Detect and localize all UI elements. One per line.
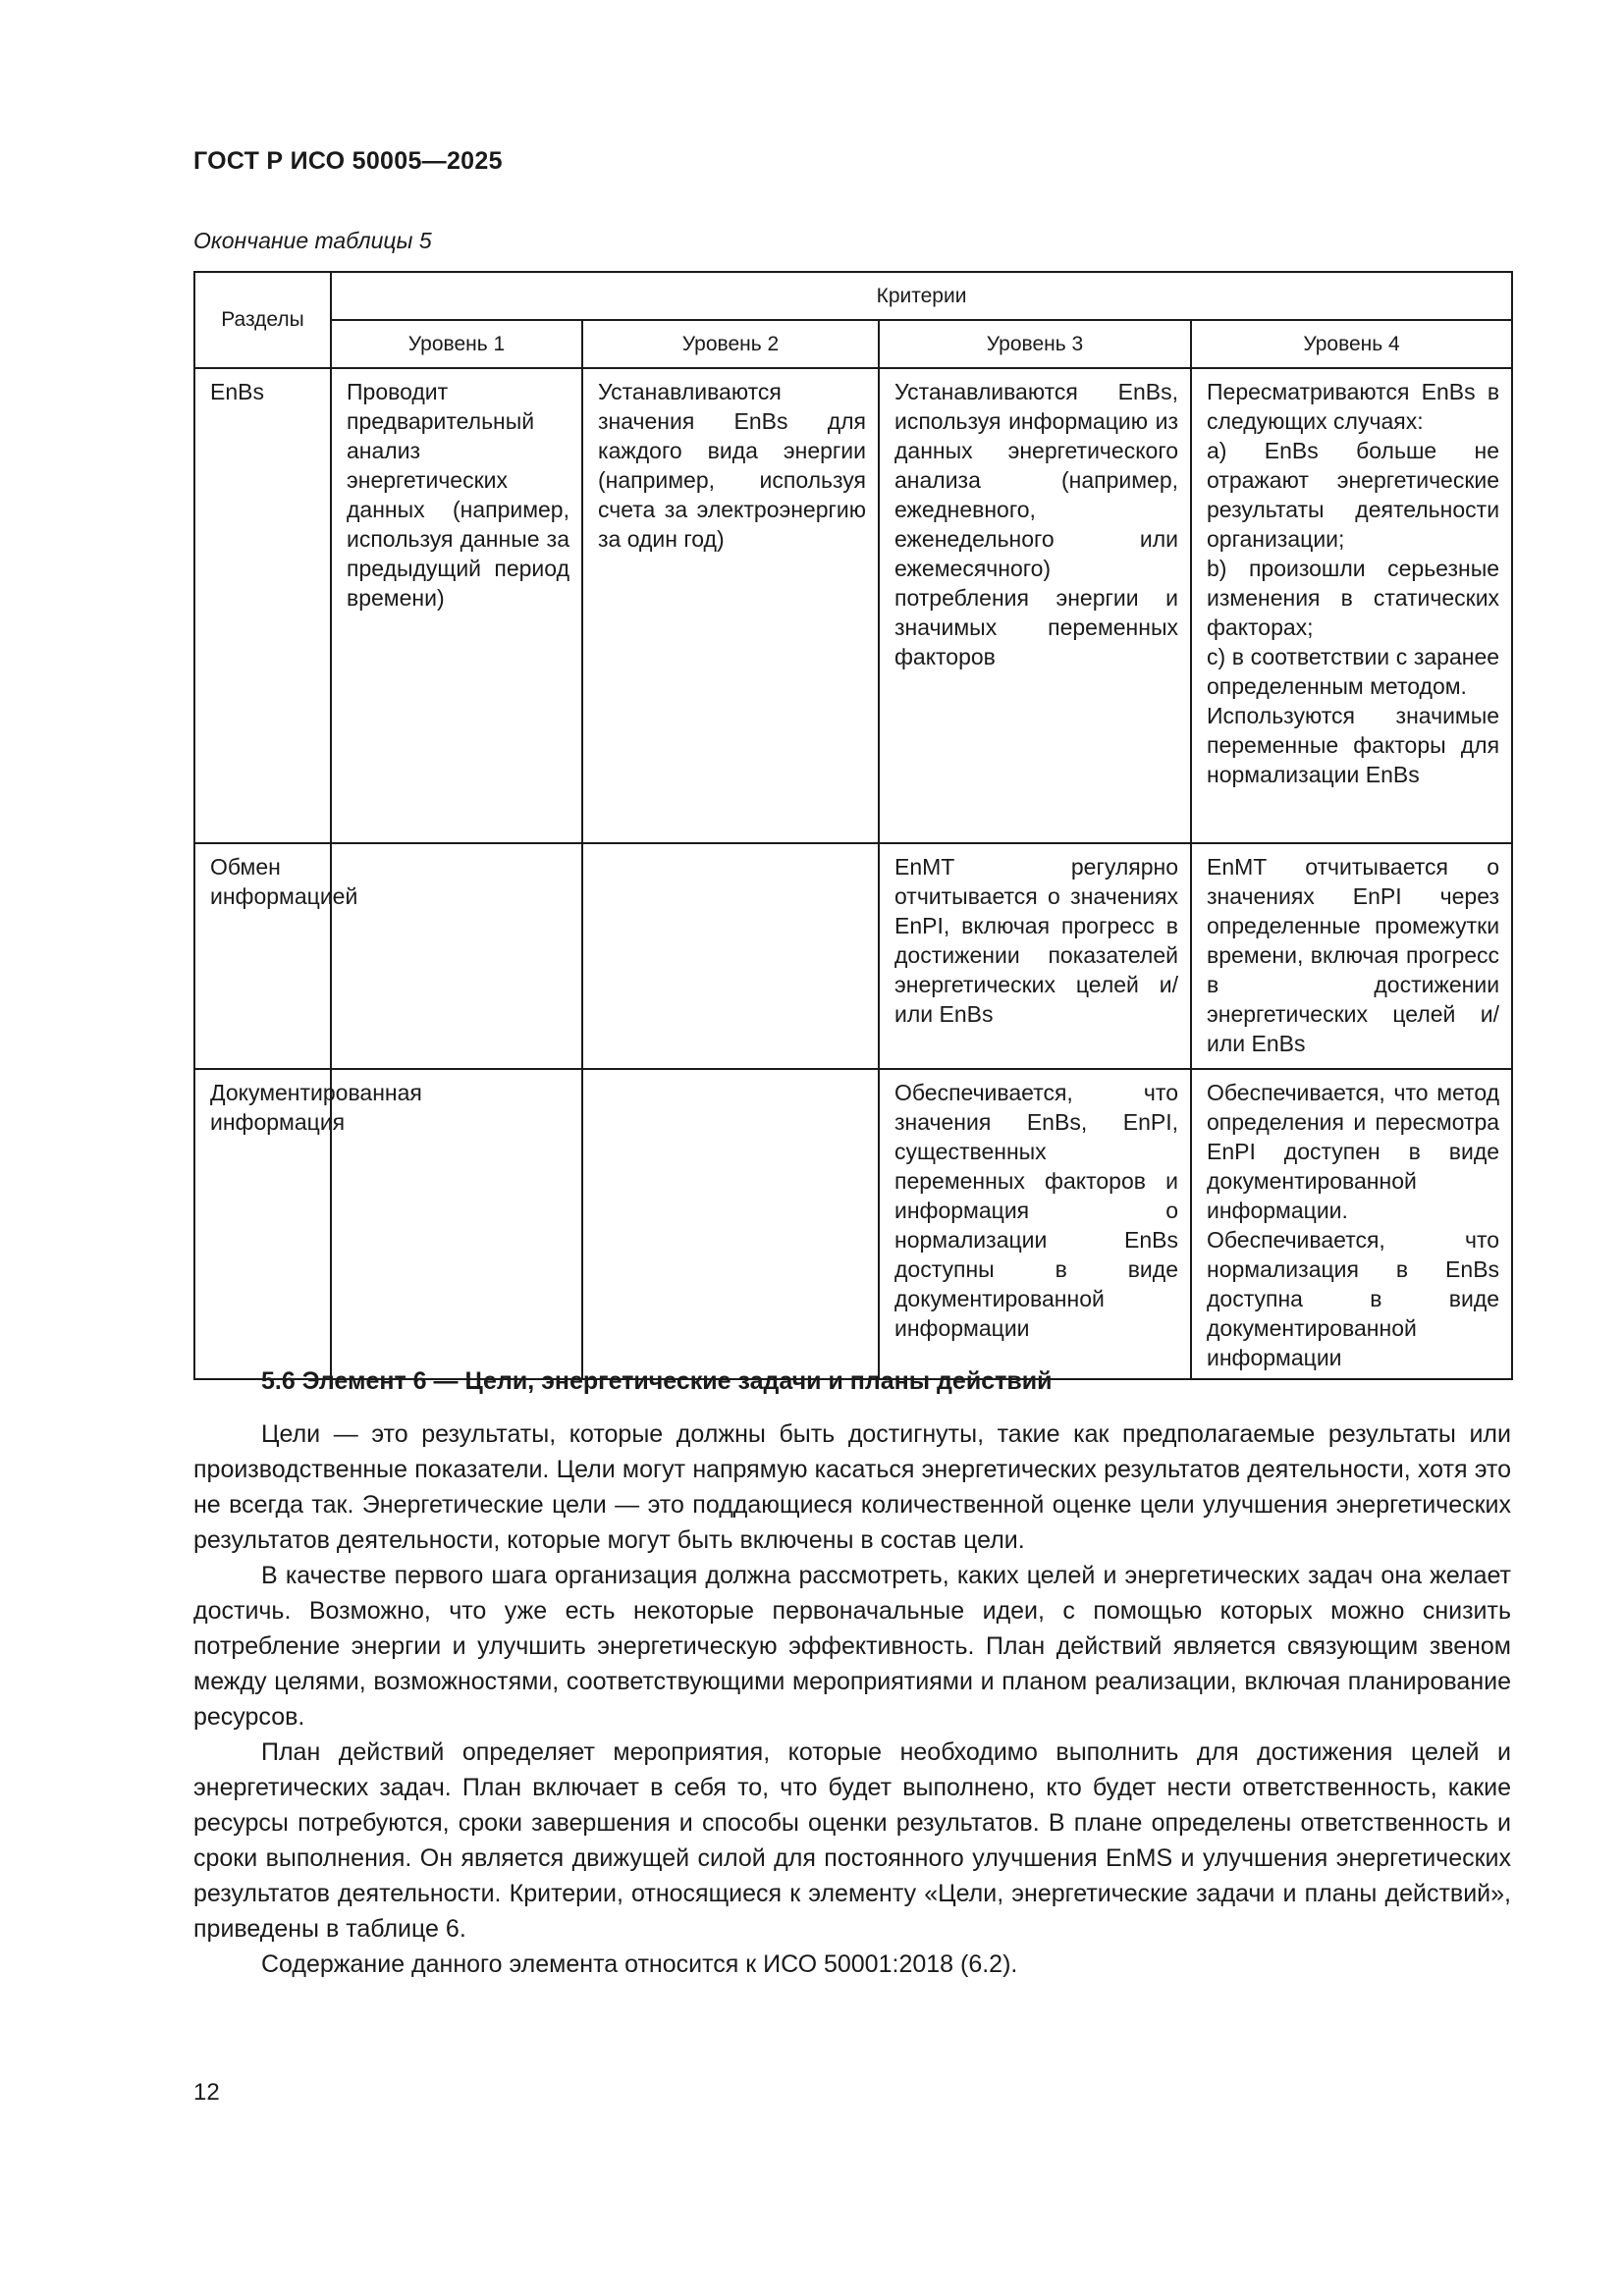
criteria-table <box>193 271 1513 1380</box>
table-cell <box>879 1069 1191 1379</box>
table-cell <box>582 368 879 843</box>
table-cell <box>1191 1069 1512 1379</box>
cell-text: Обеспечивается, что значения EnBs, EnPI, существенных переменных факторов и информация о нормализации EnBs доступны в виде документированной информации <box>894 1080 1178 1341</box>
cell-text: EnMT регулярно отчитывается о значениях EnPI, включая прогресс в достижении показателей энергетических целей и/или EnBs <box>894 854 1178 1027</box>
cell-text: Обеспечивается, что метод определения и пересмотра EnPI доступен в виде документированной информации. Обеспечивается, что нормализация в EnBs доступна в виде документированной информации <box>1207 1080 1500 1370</box>
header-level-3: Уровень 3 <box>879 320 1191 368</box>
cell-text: Устанавливаются EnBs, используя информацию из данных энергетического анализа (например, ежедневного, еженедельного или ежемесячного) потребления энергии и значимых переменных факторов <box>894 379 1178 669</box>
section-body <box>193 1416 1511 1982</box>
table-cell <box>879 843 1191 1069</box>
table-cell <box>879 368 1191 843</box>
row-section-enbs: EnBs <box>194 368 331 843</box>
cell-text: Пересматриваются EnBs в следующих случаях: а) EnBs больше не отражают энергетические результаты деятельности организации; b) произошли серьезные изменения в статических факторах; с) в соответствии с заранее определенным методом. Используются значимые переменные факторы для нормализации EnBs <box>1207 379 1500 787</box>
cell-text: EnMT отчитывается о значениях EnPI через определенные промежутки времени, включая прогресс в достижении энергетических целей и/или EnBs <box>1207 854 1500 1056</box>
table-caption: Окончание таблицы 5 <box>193 228 432 253</box>
table-cell <box>1191 843 1512 1069</box>
table-cell <box>582 843 879 1069</box>
paragraph: План действий определяет мероприятия, которые необходимо выполнить для достижения целей и энергетических задач. План включает в себя то, что будет выполнено, кто будет нести ответственность, какие ресурсы потребуются, сроки завершения и способы оценки результатов. В плане определены ответственность и сроки выполнения. Он является движущей силой для постоянного улучшения EnMS и улучшения энергетических результатов деятельности. Критерии, относящиеся к элементу «Цели, энергетические задачи и планы действий», приведены в таблице 6. <box>193 1738 1511 1943</box>
table-cell <box>331 1069 582 1379</box>
row-section-documented-info: Документированная информация <box>194 1069 331 1379</box>
header-criteria: Критерии <box>331 272 1512 320</box>
page-number: 12 <box>193 2079 220 2106</box>
paragraph: Цели — это результаты, которые должны быть достигнуты, такие как предполагаемые результаты или производственные показатели. Цели могут напрямую касаться энергетических результатов деятельности, хотя это не всегда так. Энергетические цели — это поддающиеся количественной оценке цели улучшения энергетических результатов деятельности, которые могут быть включены в состав цели. <box>193 1420 1511 1554</box>
header-level-4: Уровень 4 <box>1191 320 1512 368</box>
header-sections: Разделы <box>194 272 331 368</box>
table-row <box>194 1069 1512 1379</box>
table-row <box>194 368 1512 843</box>
paragraph: В качестве первого шага организация должна рассмотреть, каких целей и энергетических задач она желает достичь. Возможно, что уже есть некоторые первоначальные идеи, с помощью которых можно снизить потребление энергии и улучшить энергетическую эффективность. План действий является связующим звеном между целями, возможностями, соответствующими мероприятиями и планом реализации, включая планирование ресурсов. <box>193 1562 1511 1731</box>
table-cell <box>582 1069 879 1379</box>
table-cell <box>331 368 582 843</box>
cell-text: Устанавливаются значения EnBs для каждого вида энергии (например, используя счета за электроэнергию за один год) <box>598 379 866 552</box>
table-cell <box>331 843 582 1069</box>
header-level-1: Уровень 1 <box>331 320 582 368</box>
document-header: ГОСТ Р ИСО 50005—2025 <box>193 147 503 175</box>
row-section-communication: Обмен информацией <box>194 843 331 1069</box>
cell-text: Проводит предварительный анализ энергетических данных (например, используя данные за предыдущий период времени) <box>347 379 569 611</box>
header-level-2: Уровень 2 <box>582 320 879 368</box>
table-row <box>194 843 1512 1069</box>
table-cell <box>1191 368 1512 843</box>
paragraph: Содержание данного элемента относится к ИСО 50001:2018 (6.2). <box>261 1950 1018 1978</box>
section-heading: 5.6 Элемент 6 — Цели, энергетические задачи и планы действий <box>261 1367 1053 1395</box>
